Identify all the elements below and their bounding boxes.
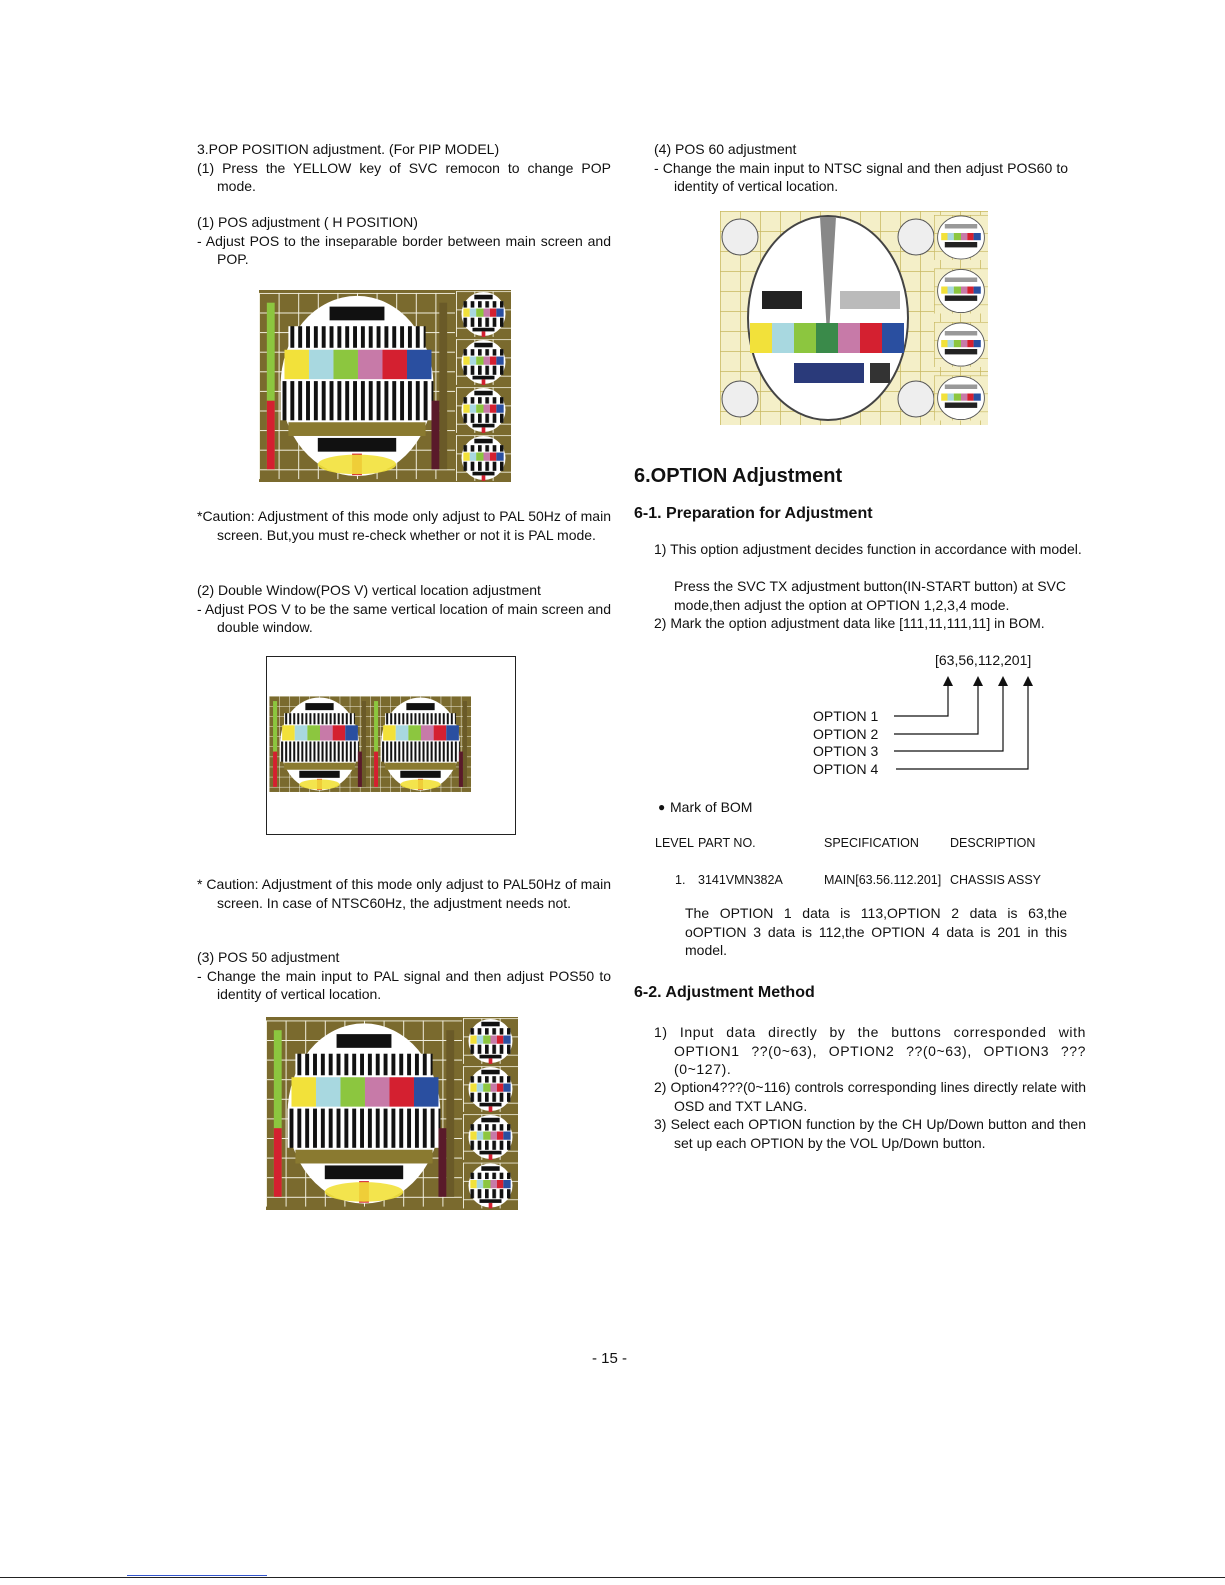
bom-mark-label: Mark of BOM (670, 799, 753, 815)
bullet-icon: ● (658, 800, 666, 814)
footer-link-underline (127, 1575, 267, 1576)
option-code: [63,56,112,201] (935, 652, 1032, 668)
pop-title: 3.POP POSITION adjustment. (For PIP MODEL) (197, 141, 500, 157)
option-3-label: OPTION 3 (813, 743, 879, 759)
bom-header-level: LEVEL (655, 836, 694, 850)
pop-step1: (1) Press the YELLOW key of SVC remocon to change POP mode. (197, 159, 611, 194)
double-window-title: (2) Double Window(POS V) vertical location adjustment (197, 582, 541, 598)
pos60-desc: - Change the main input to NTSC signal and then adjust POS60 to identity of vertical location. (654, 159, 1068, 194)
method-step3: 3) Select each OPTION function by the CH Up/Down button and then set up each OPTION by the VOL Up/Down button. (654, 1116, 1086, 1151)
method-step1: 1) Input data directly by the buttons corresponded with OPTION1 ??(0~63), OPTION2 ??(0~63), OPTION3 ???(0~127). (654, 1024, 1086, 1077)
prep-step1: 1) This option adjustment decides function in accordance with model. (654, 541, 1082, 557)
bom-header-specification: SPECIFICATION (824, 836, 919, 850)
prep-step2: 2) Mark the option adjustment data like [111,11,111,11] in BOM. (654, 615, 1045, 631)
bom-note: The OPTION 1 data is 113,OPTION 2 data is 63,the oOPTION 3 data is 112,the OPTION 4 data is 201 in this model. (685, 905, 1067, 958)
option-2-label: OPTION 2 (813, 726, 879, 742)
bom-header-description: DESCRIPTION (950, 836, 1036, 850)
prep-step1b: Press the SVC TX adjustment button(IN-START button) at SVC mode,then adjust the option at OPTION 1,2,3,4 mode. (674, 578, 1066, 613)
double-window-frame (266, 656, 516, 835)
pos50-desc: - Change the main input to PAL signal and then adjust POS50 to identity of vertical location. (197, 967, 611, 1002)
double-window-desc: - Adjust POS V to be the same vertical location of main screen and double window. (197, 600, 611, 635)
pos-desc: - Adjust POS to the inseparable border between main screen and POP. (197, 232, 611, 267)
pos50-test-pattern-image (266, 1017, 518, 1210)
subsection-preparation: 6-1. Preparation for Adjustment (634, 505, 873, 522)
double-window-test-pattern-image (269, 695, 471, 793)
option-4-label: OPTION 4 (813, 761, 879, 777)
method-step2: 2) Option4???(0~116) controls corresponding lines directly relate with OSD and TXT LANG. (654, 1079, 1086, 1114)
pop-position-test-pattern-image (259, 290, 511, 482)
section-title-option-adjustment: 6.OPTION Adjustment (634, 465, 843, 487)
bom-cell-level: 1. (675, 873, 686, 887)
bom-header-partno: PART NO. (698, 836, 756, 850)
pos60-title: (4) POS 60 adjustment (654, 141, 797, 157)
option-1-label: OPTION 1 (813, 708, 879, 724)
pos-title: (1) POS adjustment ( H POSITION) (197, 214, 418, 230)
pos50-title: (3) POS 50 adjustment (197, 949, 340, 965)
pos60-test-pattern-image (720, 211, 988, 425)
subsection-adjustment-method: 6-2. Adjustment Method (634, 984, 815, 1001)
bom-cell-description: CHASSIS ASSY (950, 873, 1042, 887)
bom-cell-partno: 3141VMN382A (698, 873, 783, 887)
footer-rule (0, 1577, 1225, 1578)
caution2: * Caution: Adjustment of this mode only adjust to PAL50Hz of main screen. In case of NTSC60Hz, the adjustment needs not. (197, 876, 611, 911)
page-number: - 15 - (592, 1350, 628, 1367)
bom-cell-specification: MAIN[63.56.112.201] (824, 873, 942, 887)
caution1: *Caution: Adjustment of this mode only adjust to PAL 50Hz of main screen. But,you must re-check whether or not it is PAL mode. (197, 508, 611, 543)
